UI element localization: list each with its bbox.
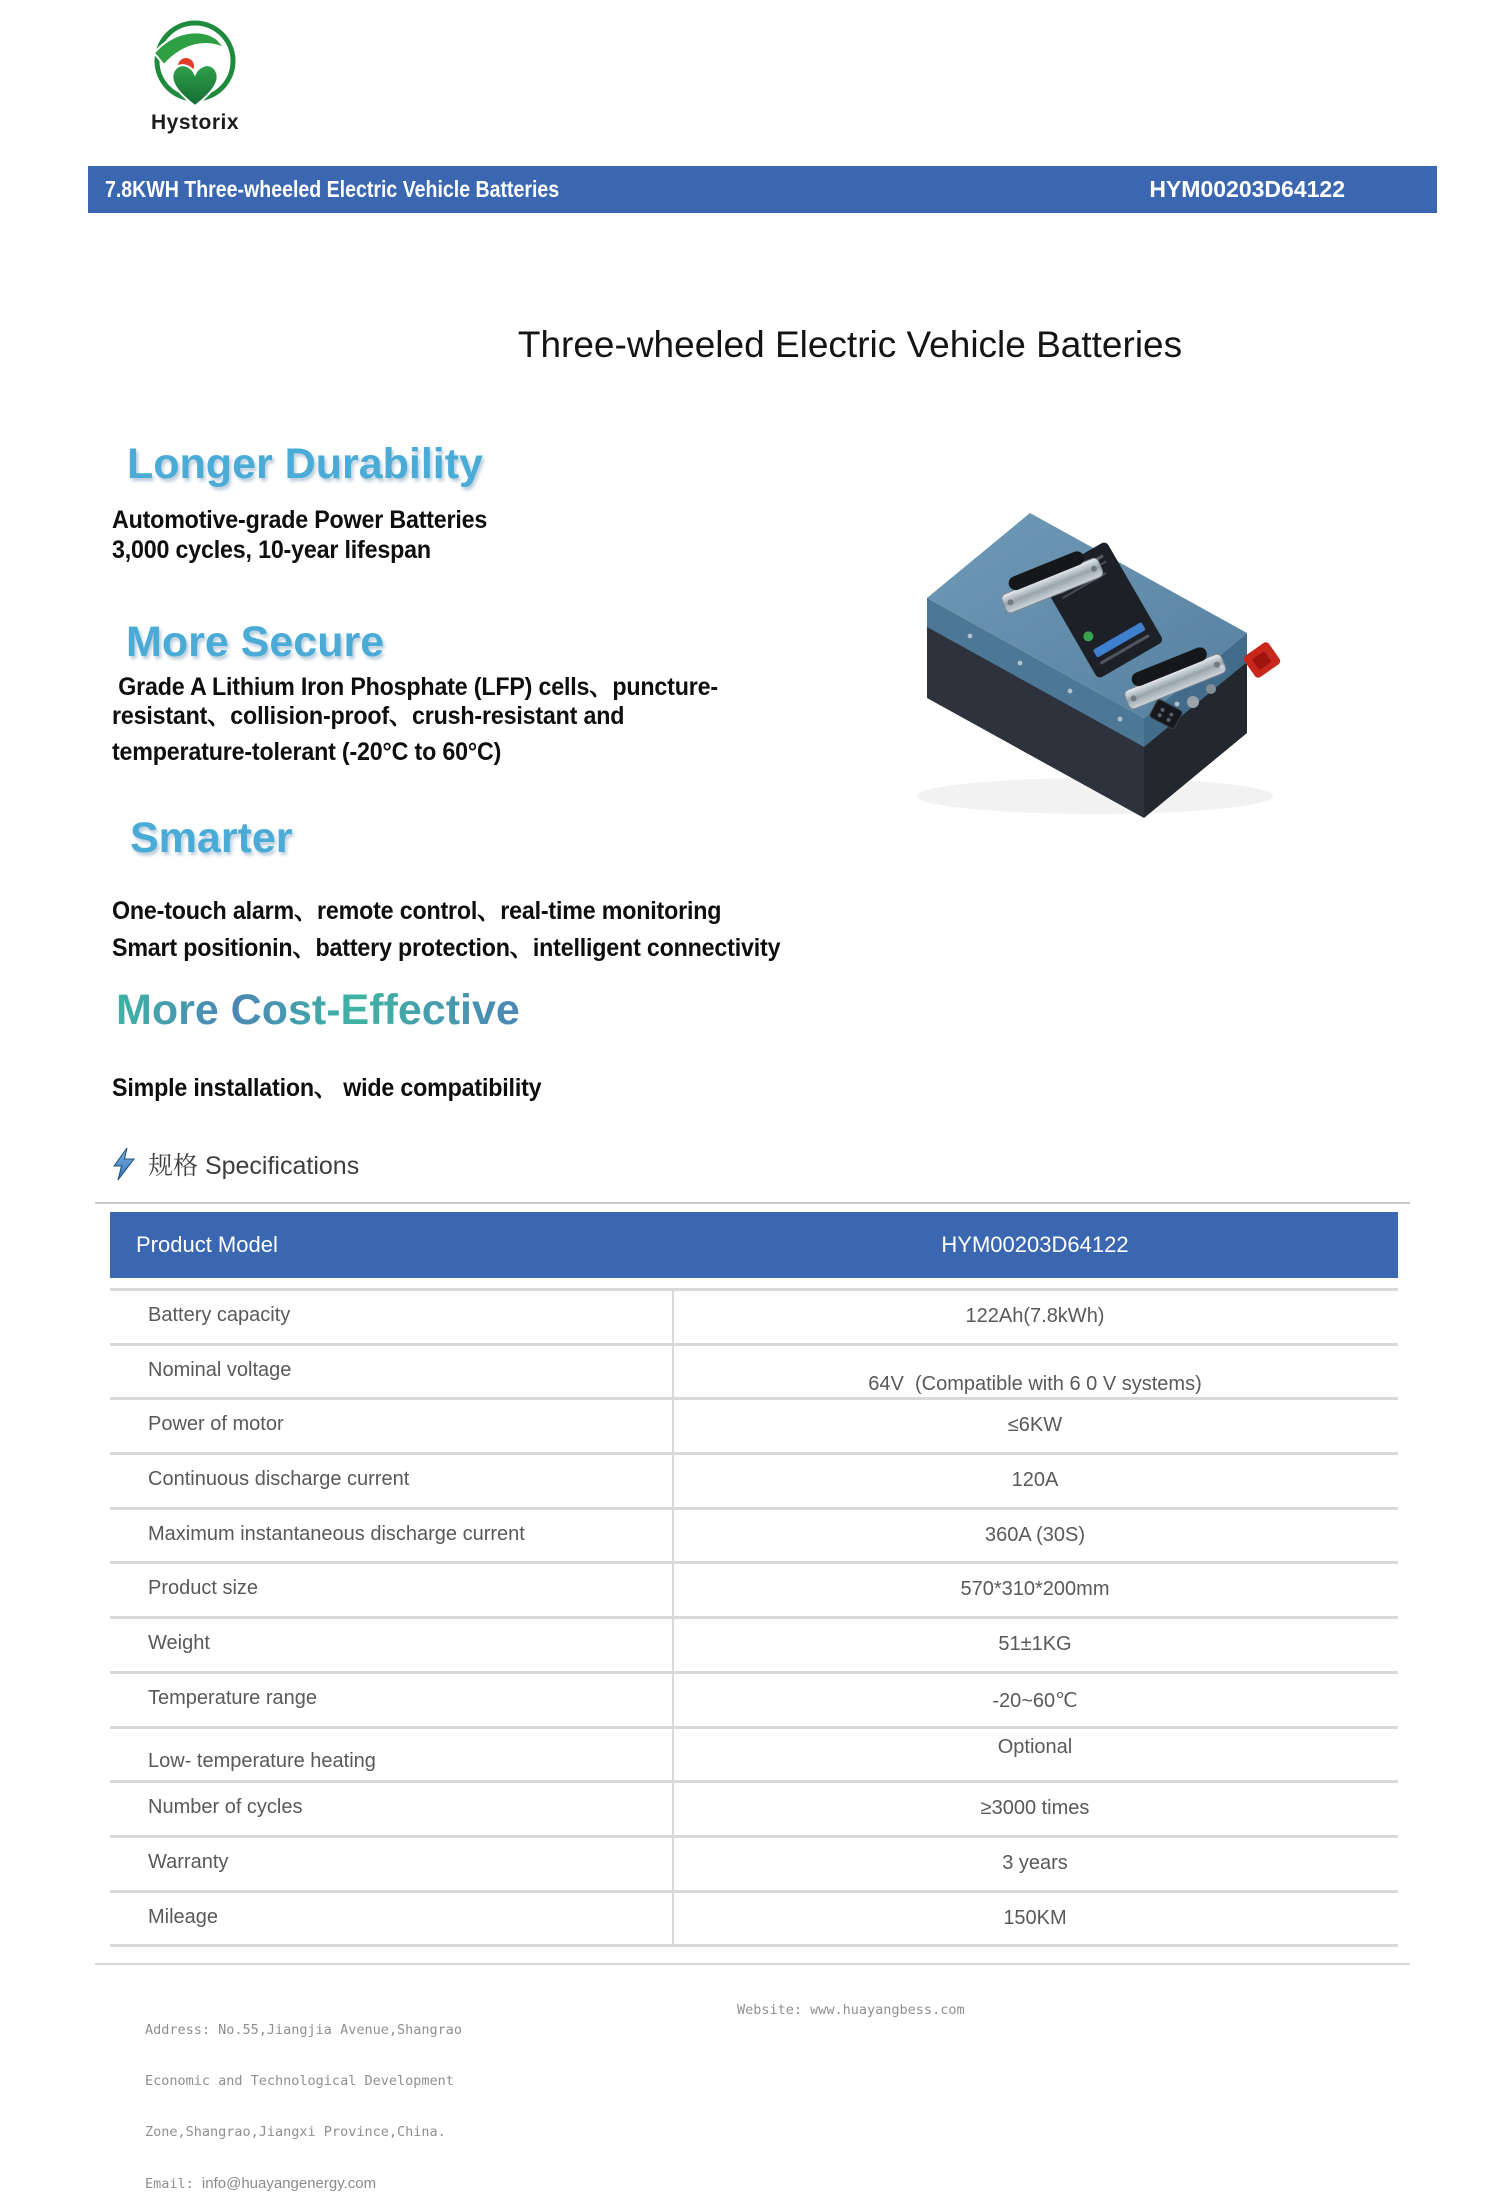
secure-line-1: Grade A Lithium Iron Phosphate (LFP) cells、puncture- xyxy=(112,673,718,701)
footer-address-line-3: Zone,Shangrao,Jiangxi Province,China. xyxy=(145,2124,446,2140)
cost-text xyxy=(112,1068,541,1104)
smarter-line-2: Smart positionin、battery protection、intelligent connectivity xyxy=(112,934,781,962)
table-row xyxy=(110,1346,1398,1401)
brand-name: Hystorix xyxy=(150,111,240,134)
table-row xyxy=(110,1510,1398,1565)
spec-label: Maximum instantaneous discharge current xyxy=(148,1522,525,1545)
spec-value: 360A (30S) xyxy=(984,1523,1086,1546)
spec-label: Battery capacity xyxy=(148,1304,291,1326)
page-title: Three-wheeled Electric Vehicle Batteries xyxy=(517,324,1183,365)
spec-header-value: HYM00203D64122 xyxy=(941,1232,1129,1257)
cost-line-1: Simple installation、 wide compatibility xyxy=(112,1074,542,1102)
spec-value: 3 years xyxy=(1002,1851,1068,1874)
spec-label: Product size xyxy=(148,1577,259,1600)
spec-value: Optional xyxy=(997,1735,1073,1758)
heading-longer-durability: Longer Durability xyxy=(127,440,483,488)
hystorix-logo-icon xyxy=(151,16,239,110)
table-row xyxy=(110,1455,1398,1510)
table-row xyxy=(110,1564,1398,1619)
spec-table-body xyxy=(110,1288,1398,1947)
spec-value: 120A xyxy=(1011,1469,1059,1492)
footer-address-line-1: Address: No.55,Jiangjia Avenue,Shangrao xyxy=(145,2022,462,2038)
footer-email-label: Email: xyxy=(145,2176,202,2192)
spec-header-label: Product Model xyxy=(136,1232,278,1257)
spec-value: 122Ah(7.8kWh) xyxy=(965,1305,1105,1327)
table-row xyxy=(110,1674,1398,1729)
spec-label: Nominal voltage xyxy=(148,1358,292,1381)
specifications-table xyxy=(110,1212,1398,1947)
footer-address-line-2: Economic and Technological Development xyxy=(145,2073,454,2089)
heading-more-secure: More Secure xyxy=(126,618,385,666)
header-model-number: HYM00203D64122 xyxy=(1149,176,1345,202)
heading-more-cost-effective: More Cost-Effective xyxy=(116,986,520,1034)
secure-line-2: resistant、collision-proof、crush-resistant and xyxy=(112,702,625,730)
durability-text xyxy=(112,505,487,565)
divider-line-bottom xyxy=(95,1963,1410,1965)
spec-label: Low- temperature heating xyxy=(148,1749,376,1772)
product-image xyxy=(890,488,1320,818)
spec-label: Power of motor xyxy=(148,1413,284,1436)
footer-address-block xyxy=(145,1988,462,2210)
secure-line-3: temperature-tolerant (-20°C to 60°C) xyxy=(112,738,502,766)
durability-line-1: Automotive-grade Power Batteries xyxy=(112,506,488,534)
spec-value: ≥3000 times xyxy=(980,1797,1090,1820)
spec-value: 570*310*200mm xyxy=(960,1578,1110,1601)
table-row xyxy=(110,1729,1398,1784)
hystorix-logo xyxy=(148,16,242,135)
spec-label: Number of cycles xyxy=(148,1796,303,1819)
table-row xyxy=(110,1619,1398,1674)
footer-website: Website: www.huayangbess.com xyxy=(737,2002,965,2018)
spec-label: Continuous discharge current xyxy=(148,1468,410,1491)
table-row xyxy=(110,1893,1398,1948)
specifications-title: 规格 Specifications xyxy=(148,1152,360,1180)
smarter-text xyxy=(112,893,780,967)
column-divider xyxy=(672,1291,674,1947)
spec-label: Warranty xyxy=(148,1850,229,1873)
spec-label: Mileage xyxy=(148,1905,219,1928)
spec-value: -20~60℃ xyxy=(992,1689,1078,1712)
divider-line-top xyxy=(95,1202,1410,1204)
header-bar xyxy=(88,166,1437,213)
spec-label: Weight xyxy=(148,1632,210,1655)
durability-line-2: 3,000 cycles, 10-year lifespan xyxy=(112,536,431,564)
table-row xyxy=(110,1291,1398,1346)
heading-smarter: Smarter xyxy=(130,814,293,862)
secure-text xyxy=(112,673,718,767)
spec-value: 64V (Compatible with 6 0 V systems) xyxy=(868,1372,1202,1395)
footer-email-value: info@huayangenergy.com xyxy=(201,2175,377,2192)
spec-value: ≤6KW xyxy=(1007,1414,1063,1437)
spec-value: 51±1KG xyxy=(998,1633,1072,1656)
footer-email-line xyxy=(145,2175,462,2193)
spec-value: 150KM xyxy=(1003,1906,1067,1929)
smarter-line-1: One-touch alarm、remote control、real-time monitoring xyxy=(112,897,722,925)
table-row xyxy=(110,1838,1398,1893)
lightning-icon xyxy=(112,1147,137,1181)
header-product-title: 7.8KWH Three-wheeled Electric Vehicle Batteries xyxy=(105,176,560,202)
table-row xyxy=(110,1783,1398,1838)
specifications-section-header xyxy=(112,1146,359,1182)
spec-table-header xyxy=(110,1212,1398,1278)
table-row xyxy=(110,1400,1398,1455)
spec-label: Temperature range xyxy=(148,1686,317,1709)
